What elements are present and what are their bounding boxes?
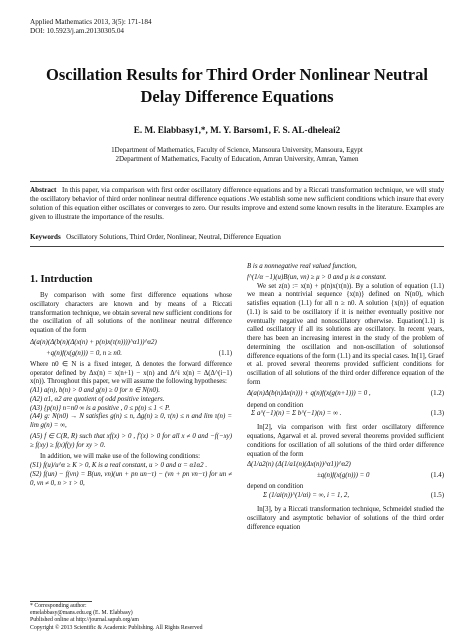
footnote-copyright: Copyright © 2013 Scientific & Academic Publishing. All Rights Reserved <box>30 624 203 631</box>
paper-title <box>0 64 474 108</box>
assumptions-intro: Where n0 ∈ N is a fixed integer, Δ denotes the forward difference operator defined by Δx(n) = x(n+1) − x(n) and Δ^i x(n) = Δ(Δ^(i−1) x(n)). Throughout this paper, we will assume the following hypotheses: <box>30 360 232 386</box>
journal-doi: DOI: 10.5923/j.am.20130305.04 <box>30 27 125 35</box>
abstract-heading: Abstract <box>30 186 57 194</box>
equation-1-5 <box>247 492 444 506</box>
equation-1-1-lhs: Δ(a(n)(Δ(b(n)(Δ(x(n) + p(n)x(τ(n))))^α1))^α2) <box>30 338 157 346</box>
abstract-text: In this paper, via comparison with first order oscillatory difference equations and by a Riccati transformation technique, we will study the oscillatory behavior of third order nonlinear neutral difference equations .We establish some new sufficient conditions which insure that every solution of this equation either oscillates or converges to zero. Our results improve and extend some known results in the literature. Examples are given to illustrate the importance of the results. <box>30 186 444 222</box>
equation-1-4-line-2 <box>247 472 444 483</box>
condition-s1: (S1) f(u)/u^α ≥ K > 0, K is a real constant, u > 0 and α = α1α2 . <box>30 462 208 469</box>
equation-1-5-number: (1.5) <box>430 492 444 499</box>
agarwal-paragraph: In[2], via comparison with first order oscillatory difference equations, Agarwal et al. proved several theorems provided sufficient conditions for oscillation of all solutions of the third order difference equation of the form <box>247 424 444 458</box>
keywords <box>30 233 444 242</box>
equation-1-2-body: Δ(a(n)Δ(b(n)Δx(n))) + q(n)f(x(g(n+1))) = 0 , <box>247 389 371 397</box>
title-line-1: Oscillation Results for Third Order Nonlinear Neutral <box>46 65 428 84</box>
footnote-published: Published online at http://journal.sapub.org/am <box>30 617 139 624</box>
hypothesis-a2: (A2) α1, α2 are quotient of odd positive integers. <box>30 395 165 403</box>
footnote-corresponding: * Corresponding author: <box>30 603 87 609</box>
footnote-divider <box>30 601 92 602</box>
abstract <box>30 186 444 222</box>
conditions-intro: In addition, we will make use of the following conditions: <box>40 453 200 461</box>
equation-1-2 <box>247 390 444 402</box>
journal-header <box>30 18 152 36</box>
equation-1-4-number: (1.4) <box>430 472 444 480</box>
equation-1-4-rhs: ±q(n)f(x(g(n))) = 0 <box>317 472 370 480</box>
equation-1-4-lhs: Δ(1/a2(n) (Δ(1/a1(n)(Δx(n))^α1))^α2) <box>247 461 351 469</box>
abstract-top-divider <box>30 181 444 182</box>
section-heading: 1. Intrduction <box>30 274 93 285</box>
function-b-description: B is a nonnegative real valued function, <box>247 263 357 270</box>
equation-1-1-rhs: +q(n)f(x(g(n))) = 0, n ≥ n0. <box>46 349 123 357</box>
intro-paragraph: By comparison with some first difference equations whose oscillatory characters are known and by means of a Riccati transformation technique, we obtain several new sufficient conditions for the oscillation of all solutions of the nonlinear neutral difference equation of the form <box>30 292 232 334</box>
hypothesis-a3: (A3) {p(n)} n=n0 ∞ is a positive , 0 ≤ p(n) ≤ 1 < P. <box>30 404 171 412</box>
definitions-paragraph: We set z(n) := x(n) + p(n)x(τ(n)). By a solution of equation (1.1) we mean a nontrivial sequence {x(n)} defined on N(n0), which satisfies equation (1.1) for all n ≥ n0. A solution {x(n)} of equation (1.1) is said to be oscillatory if it is neither eventually positive nor eventually negative and nonoscillatory otherwise. Equation(1.1) is called oscillatory if all its solutions are oscillatory. In recent years, there has been an increasing interest in the study of the problem of determining the oscillation and non-oscillation of solutionsof difference equations of the form (1.1) and its special cases. In[1], Graef et al. proved several theorems provided sufficient conditions for oscillation of all solutions of the third order difference equation of the form <box>247 282 444 386</box>
footnote-email: emelabbasy@mans.edu.eg (E. M. Elabbasy) <box>30 610 133 617</box>
affiliation-2: 2Department of Mathematics, Faculty of Education, Amran University, Amran, Yamen <box>115 155 359 163</box>
right-column <box>247 263 444 532</box>
equation-1-1-number: (1.1) <box>218 349 232 357</box>
affiliation-1: 1Department of Mathematics, Faculty of Science, Mansoura University, Mansoura, Egypt <box>111 146 363 154</box>
schmeidel-paragraph: In[3], by a Riccati transformation technique, Schmeidel studied the oscillatory and asymptotic behavior of solutions of the third order difference equation <box>247 506 444 531</box>
affiliations <box>0 146 474 164</box>
left-column <box>30 292 232 488</box>
equation-1-4-line-1 <box>247 461 444 472</box>
keywords-heading: Keywords <box>30 233 61 241</box>
condition-label-2: depend on condition <box>247 483 304 491</box>
journal-citation: Applied Mathematics 2013, 3(5): 171-184 <box>30 18 152 26</box>
title-line-2: Delay Difference Equations <box>140 87 334 106</box>
equation-1-3-number: (1.3) <box>430 410 444 418</box>
author-list: E. M. Elabbasy1,*, M. Y. Barsom1, F. S. AL-dheleai2 <box>133 125 341 135</box>
hypothesis-a1: (A1) a(n), b(n) > 0 and g(n) ≥ 0 for n ∈ N(n0). <box>30 387 161 394</box>
mu-condition: f^(1/α −1)(u)B(un, vn) ≥ μ > 0 and μ is a constant. <box>247 273 387 281</box>
keywords-bottom-divider <box>30 246 444 247</box>
equation-1-1-line-1 <box>30 339 232 350</box>
equation-1-5-body: Σ (1/ai(n))^(1/αi) = ∞, i = 1, 2, <box>263 492 350 499</box>
keywords-text: Oscillatory Solutions, Third Order, Nonlinear, Neutral, Difference Equation <box>66 233 281 241</box>
condition-label-1: depend on condition <box>247 401 304 409</box>
equation-1-1-line-2 <box>30 350 232 361</box>
equation-1-2-number: (1.2) <box>430 389 444 397</box>
equation-1-3-body: Σ a^(−1)(n) = Σ b^(−1)(n) = ∞ . <box>251 410 342 418</box>
hypothesis-a4: (A4) g: N(n0) → N satisfies g(n) ≤ n, Δg(n) ≥ 0, τ(n) ≤ n and lim τ(n) = lim g(n) = ∞, <box>30 413 232 429</box>
footnote <box>30 603 232 632</box>
equation-1-3 <box>247 410 444 424</box>
condition-s2: (S2) f(un) − f(vn) = B(un, vn)(un + pn un−τ) − (vn + pn vn−τ) for un ≠ 0, vn ≠ 0, n > τ > 0, <box>30 470 232 487</box>
hypothesis-a5: (A5) f ∈ C(R, R) such that xf(x) > 0 , f′(x) > 0 for all x ≠ 0 and −f(−xy) ≥ f(xy) ≥ f(x)f(y) for xy > 0. <box>30 432 232 449</box>
